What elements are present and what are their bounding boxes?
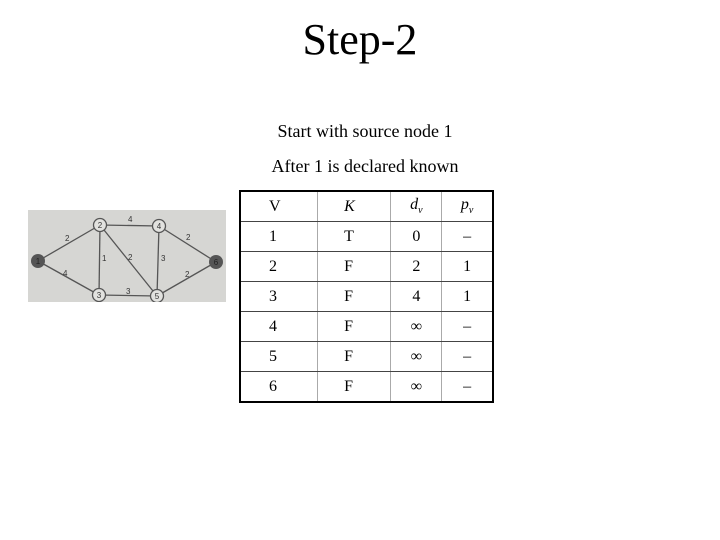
node-3-label: 3 <box>96 291 102 300</box>
cell-v: 2 <box>240 252 318 282</box>
edge-5-6 <box>157 262 216 296</box>
node-4-label: 4 <box>156 222 162 231</box>
node-2-label: 2 <box>97 221 103 230</box>
cell-k: F <box>318 312 391 342</box>
cell-k: F <box>318 372 391 403</box>
edge-4-6 <box>159 226 216 262</box>
header-d-sub: v <box>418 205 423 217</box>
header-p: p <box>460 196 469 214</box>
table-row <box>240 222 493 252</box>
weight-1-2: 2 <box>65 234 70 243</box>
node-6-label: 6 <box>213 258 219 267</box>
cell-v: 3 <box>240 282 318 312</box>
weight-4-6: 2 <box>186 233 191 242</box>
weight-2-5: 2 <box>128 253 133 262</box>
header-p-sub: v <box>468 205 474 217</box>
cell-dv: 4 <box>391 282 442 312</box>
cell-k: T <box>318 222 391 252</box>
cell-pv: – <box>442 312 493 342</box>
cell-dv: ∞ <box>391 342 442 372</box>
weight-2-3: 1 <box>102 254 107 263</box>
table-row <box>240 342 493 372</box>
graph-photo <box>28 210 226 302</box>
cell-k: F <box>318 342 391 372</box>
header-dv <box>391 191 442 222</box>
header-d: d <box>410 196 419 214</box>
graph-diagram <box>28 210 226 302</box>
weight-3-5: 3 <box>126 287 131 296</box>
header-pv <box>442 191 493 222</box>
table-row <box>240 312 493 342</box>
table-row <box>240 252 493 282</box>
cell-dv: ∞ <box>391 312 442 342</box>
edge-2-4 <box>100 225 159 226</box>
weight-5-6: 2 <box>185 270 190 279</box>
table-header-row <box>240 191 493 222</box>
cell-k: F <box>318 252 391 282</box>
node-1-label: 1 <box>35 257 41 266</box>
node-5-label: 5 <box>154 292 160 301</box>
slide-title: Step-2 <box>302 15 418 64</box>
declared-known-text: After 1 is declared known <box>271 156 459 176</box>
table-row <box>240 282 493 312</box>
cell-v: 6 <box>240 372 318 403</box>
cell-pv: – <box>442 342 493 372</box>
source-node-text: Start with source node 1 <box>277 121 453 141</box>
edge-4-5 <box>157 226 159 296</box>
cell-v: 1 <box>240 222 318 252</box>
cell-v: 4 <box>240 312 318 342</box>
edge-1-2 <box>38 225 100 261</box>
weight-1-3: 4 <box>63 269 68 278</box>
weight-2-4: 4 <box>128 215 133 224</box>
cell-dv: ∞ <box>391 372 442 403</box>
table-row <box>240 372 493 403</box>
dijkstra-table <box>239 190 494 403</box>
cell-v: 5 <box>240 342 318 372</box>
header-k: K <box>318 191 391 222</box>
cell-pv: – <box>463 377 472 395</box>
cell-pv: 1 <box>442 282 493 312</box>
edge-2-3 <box>99 225 100 295</box>
cell-k: F <box>318 282 391 312</box>
cell-dv: 0 <box>391 222 442 252</box>
weight-4-5: 3 <box>161 254 166 263</box>
cell-pv: – <box>442 222 493 252</box>
cell-pv: 1 <box>442 252 493 282</box>
header-v: V <box>240 191 318 222</box>
cell-dv: 2 <box>391 252 442 282</box>
edge-1-3 <box>38 261 99 295</box>
